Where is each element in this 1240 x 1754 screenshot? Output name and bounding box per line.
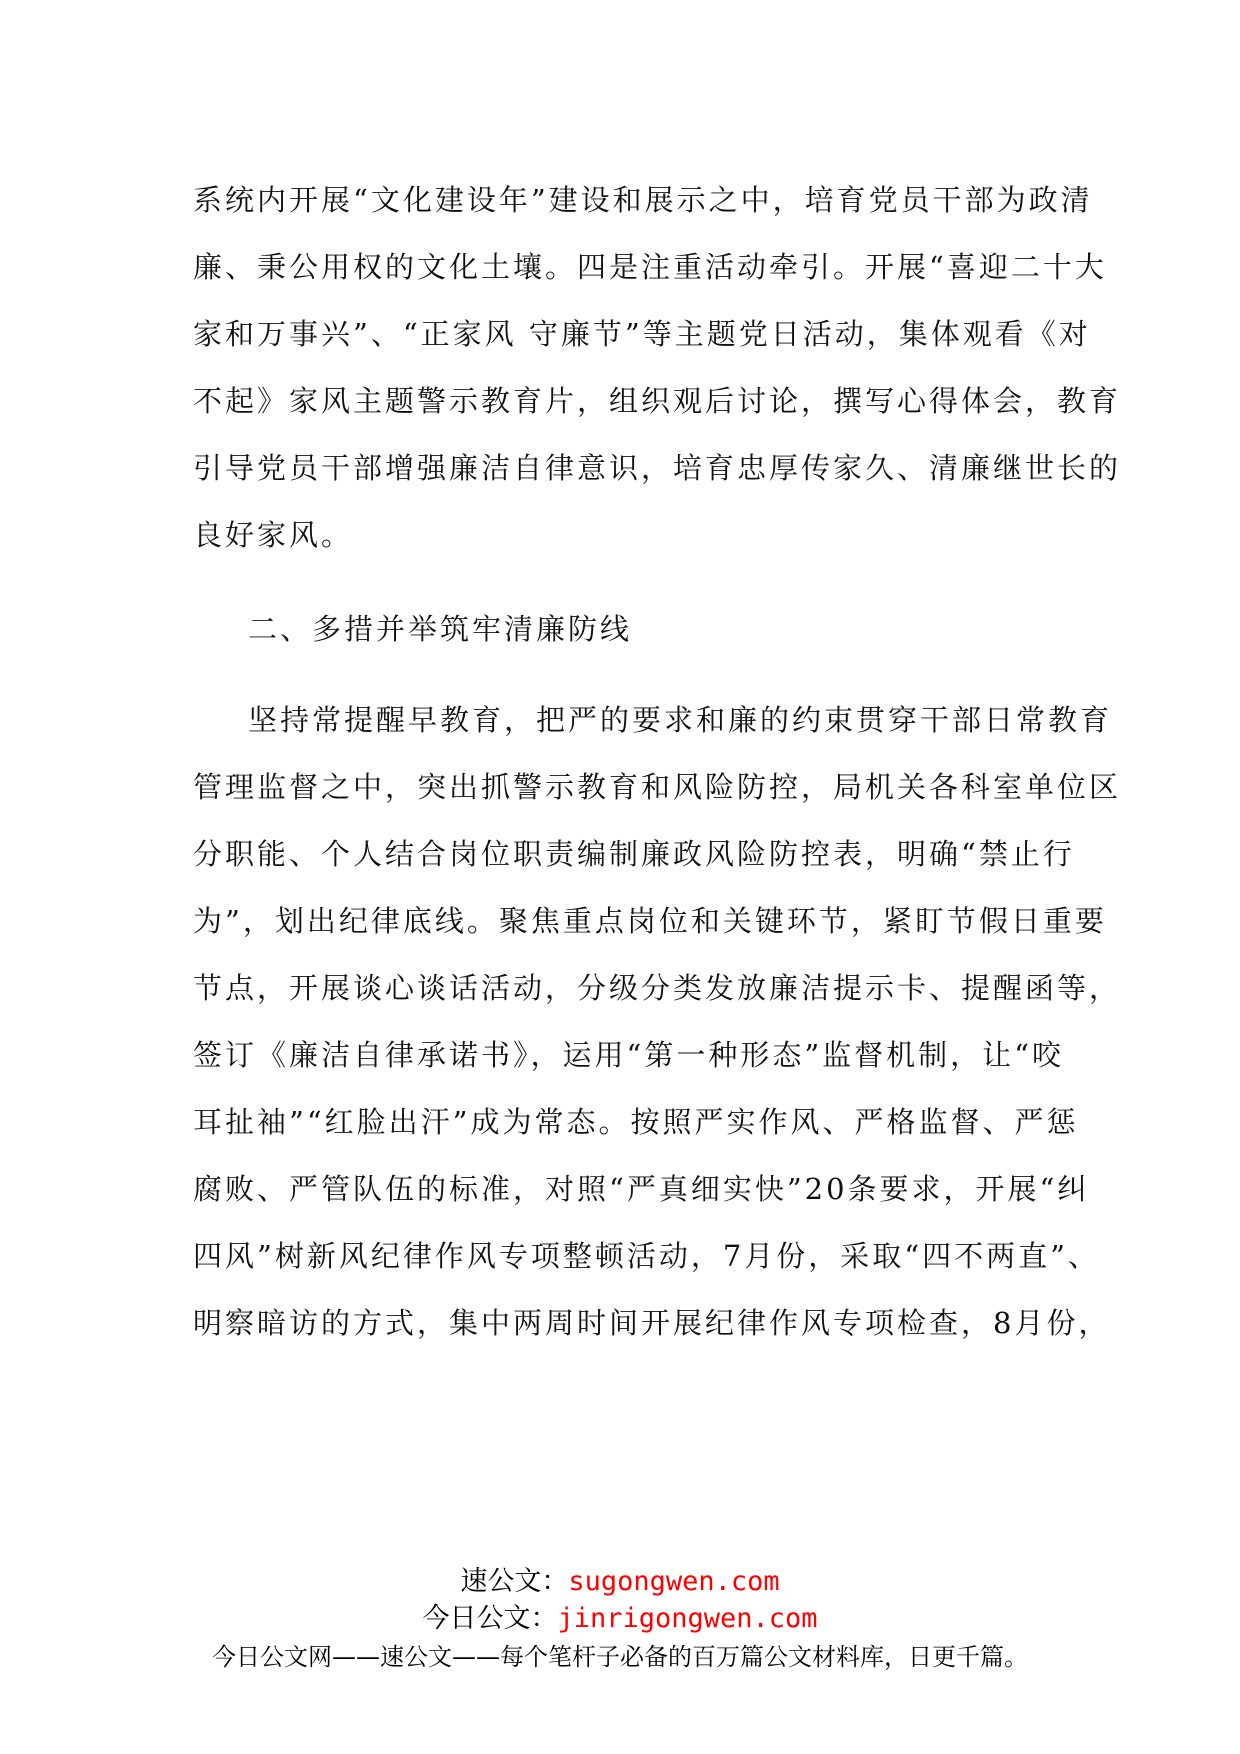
footer-jinrigongwen-label: 今日公文：: [422, 1603, 558, 1634]
section-heading: 二、多措并举筑牢清廉防线: [248, 612, 633, 646]
text-line-17: 明察暗访的方式，集中两周时间开展纪律作风专项检查，8月份，: [193, 1306, 1111, 1340]
text-line-6: 良好家风。: [193, 518, 354, 552]
text-line-13: 签订《廉洁自律承诺书》，运用“第一种形态”监督机制，让“咬: [193, 1038, 1064, 1072]
footer-tagline: 今日公文网——速公文——每个笔杆子必备的百万篇公文材料库，日更千篇。: [212, 1643, 1028, 1671]
text-line-9: 管理监督之中，突出抓警示教育和风险防控，局机关各科室单位区: [193, 770, 1122, 804]
text-line-5: 引导党员干部增强廉洁自律意识，培育忠厚传家久、清廉继世长的: [193, 451, 1122, 485]
text-line-8: 坚持常提醒早教育，把严的要求和廉的约束贯穿干部日常教育: [248, 703, 1113, 737]
text-line-16: 四风”树新风纪律作风专项整顿活动，7月份，采取“四不两直”、: [193, 1239, 1100, 1273]
text-line-12: 节点，开展谈心谈话活动，分级分类发放廉洁提示卡、提醒函等，: [193, 971, 1122, 1005]
text-line-3: 家和万事兴”、“正家风 守廉节”等主题党日活动，集体观看《对: [193, 317, 1091, 351]
text-line-15: 腐败、严管队伍的标准，对照“严真细实快”20条要求，开展“纠: [193, 1172, 1090, 1206]
footer-sugongwen: [0, 1565, 1240, 1599]
text-line-11: 为”，划出纪律底线。聚焦重点岗位和关键环节，紧盯节假日重要: [193, 904, 1107, 938]
footer-sugongwen-link[interactable]: sugongwen.com: [568, 1566, 780, 1597]
text-line-1: 系统内开展“文化建设年”建设和展示之中，培育党员干部为政清: [193, 183, 1093, 217]
footer-sugongwen-label: 速公文：: [460, 1566, 569, 1597]
footer-jinrigongwen: [0, 1602, 1240, 1636]
text-line-14: 耳扯袖”“红脸出汗”成为常态。按照严实作风、严格监督、严惩: [193, 1105, 1079, 1139]
text-line-2: 廉、秉公用权的文化土壤。四是注重活动牵引。开展“喜迎二十大: [193, 250, 1107, 284]
footer-jinrigongwen-link[interactable]: jinrigongwen.com: [557, 1603, 818, 1634]
text-line-4: 不起》家风主题警示教育片，组织观后讨论，撰写心得体会，教育: [193, 384, 1122, 418]
text-line-10: 分职能、个人结合岗位职责编制廉政风险防控表，明确“禁止行: [193, 837, 1075, 871]
